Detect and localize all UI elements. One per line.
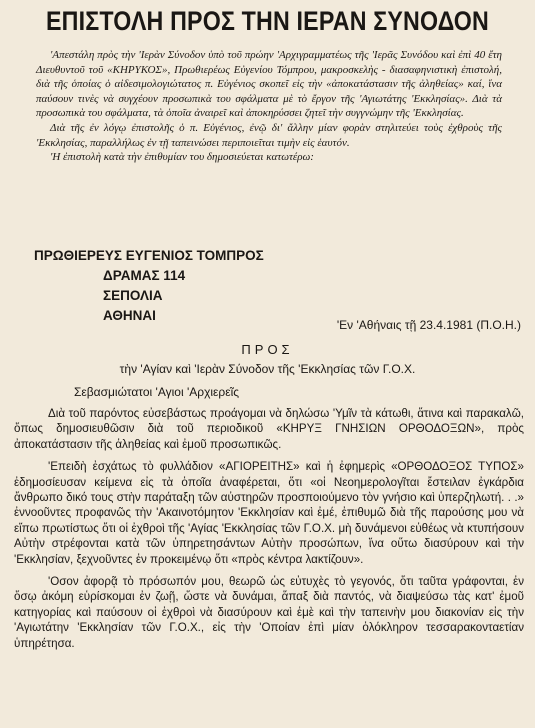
sender-address	[34, 246, 264, 326]
editorial-intro	[36, 48, 502, 165]
body-paragraph: Διὰ τοῦ παρόντος εὐσεβάστως πρoάγομαι νὰ δηλώσω 'Υμῖν τὰ κάτωθι, ἅτινα καὶ παρακαλῶ, ὅπως δημοσιευθῶσιν διὰ τοῦ περιοδικοῦ «ΚΗΡΥΞ ΓΝΗΣΙΩΝ ΟΡΘΟΔΟΞΩΝ», πρὸς ἀποκατάστασιν τῆς ἀληθείας καὶ ἐμοῦ προσωπικῶς.	[14, 407, 524, 451]
intro-paragraph: 'Η ἐπιστολὴ κατὰ τὴν ἐπιθυμίαν του δημοσιεύεται κατωτέρω:	[50, 151, 314, 164]
sender-area: ΣΕΠΟΛΙΑ	[103, 288, 163, 303]
intro-paragraph: 'Απεστάλη πρὸς τὴν 'Ιερὰν Σύνοδον ὑπὸ τοῦ πρώην 'Αρχιγραμματέως τῆς 'Ιερᾶς Συνόδου καὶ ἐπὶ 40 ἔτη Διευθυντοῦ τοῦ «ΚΗΡΥΚΟΣ», Πρωθιερέως Εὐγενίου Τόμπρου, μακροσκελὴς - διασαφηνιστικὴ ἐπιστολή, διὰ τῆς ὁποίας ὁ αἰδεσιμολογιώτατος π. Εὐγένιος σκοπεῖ εἰς τὴν «ἀποκατάστασιν τῆς ἀληθείας» καί, ἵνα παύσουν τινὲς νὰ συγχέουν προσωπικὰ του σφάλματα μὲ τὸ ἔργον τῆς 'Αγιωτάτης 'Εκκλησίας». Διὰ τὰ προσωπικὰ του σφάλματα, τὰ ὁποῖα ἀναιρεῖ καὶ ἀποκηρύσσει ζητεῖ τὴν συγγνώμην τῆς 'Εκκλησίας.	[36, 49, 502, 120]
body-paragraph: 'Οσον ἀφορᾷ τὸ πρόσωπόν μου, θεωρῶ ὡς εὐτυχὲς τὸ γεγονός, ὅτι ταῦτα γράφονται, ἐν ὅσῳ ἀκόμη εὑρίσκομαι ἐν ζωῇ, ὥστε νὰ δυνάμαι, ἅπαξ διὰ παντός, νὰ διαψεύσω τὰς κατ' ἐμοῦ κατηγορίας καὶ παύσουν οἱ ἐχθροὶ νὰ διασύρουν καὶ ἐμὲ καὶ τὴν ταπεινὴν μου διακονίαν εἰς τὴν 'Αγιωτάτην 'Εκκλησίαν τῶν Γ.Ο.Χ., εἰς τὴν 'Οποίαν ἐπὶ μίαν ὁλόκληρον τεσσαρακονταετίαν ὑπηρέτησα.	[14, 575, 524, 650]
body-paragraph: 'Επειδὴ ἐσχάτως τὸ φυλλάδιον «ΑΓΙΟΡΕΙΤΗΣ» καὶ ἡ ἐφημερὶς «ΟΡΘΟΔΟΞΟΣ ΤΥΠΟΣ» ἐδημοσίευσαν κείμενα εἰς τὰ ὁποῖα ἀναφέρεται, ὅτι «οἱ Νεοημερολογῖται ἔστειλαν ἐγκάρδια ἄνθρωπο δικό τους στὴν παράταξη τῶν αὐστηρῶν προσποιούμενο τὸν γνήσιο καὶ ὑπερζηλωτή. . .» ἐννοοῦντες προφανῶς τὴν 'Ακαινοτόμητον 'Εκκλησίαν καὶ ἐμέ, ἐπιθυμῶ διὰ τῆς παρούσης μου νὰ εἴπω πρωτίστως ὅτι οἱ ἐχθροὶ τῆς 'Αγίας 'Εκκλησίας τῶν Γ.Ο.Χ. μὴ δυνάμενοι εὐθέως νὰ κτυπήσουν Αὐτὴν στρέφονται κατὰ τῶν ὑπηρετησάντων Αὐτὴν προσώπων, ἵνα οὕτω διασύρουν καὶ τὴν 'Εκκλησίαν, ξεχνοῦντες ἐν προκειμένῳ ὅτι «πρὸς κέντρα λακτίζουν».	[14, 460, 524, 566]
intro-paragraph: Διὰ τῆς ἐν λόγῳ ἐπιστολῆς ὁ π. Εὐγένιος, ἐνῷ δι' ἄλλην μίαν φορὰν στηλιτεύει τοὺς ἐχθροὺς τῆς 'Εκκλησίας, παραλλήλως ἐν τῇ ταπεινώσει περιποιεῖται τιμὴν εἰς ἑαυτόν.	[36, 121, 502, 149]
salutation: Σεβασμιώτατοι 'Αγιοι 'Αρχιερεῖς	[74, 385, 240, 399]
sender-name: ΠΡΩΘΙΕΡΕΥΣ ΕΥΓΕΝΙΟΣ ΤΟΜΠΡΟΣ	[34, 248, 264, 263]
sender-city: ΑΘΗΝΑΙ	[103, 308, 156, 323]
sender-street: ΔΡΑΜΑΣ 114	[103, 268, 186, 283]
letter-body	[14, 406, 524, 658]
page-title: ΕΠΙΣΤΟΛΗ ΠΡΟΣ ΤΗΝ ΙΕΡΑΝ ΣΥΝΟΔΟΝ	[46, 6, 489, 36]
recipient-line: τὴν 'Αγίαν καὶ 'Ιερὰν Σύνοδον τῆς 'Εκκλησίας τῶν Γ.Ο.Χ.	[119, 362, 416, 376]
pros-heading: ΠΡΟΣ	[241, 342, 294, 357]
letter-date: 'Εν 'Αθήναις τῇ 23.4.1981 (Π.Ο.Η.)	[336, 318, 521, 332]
